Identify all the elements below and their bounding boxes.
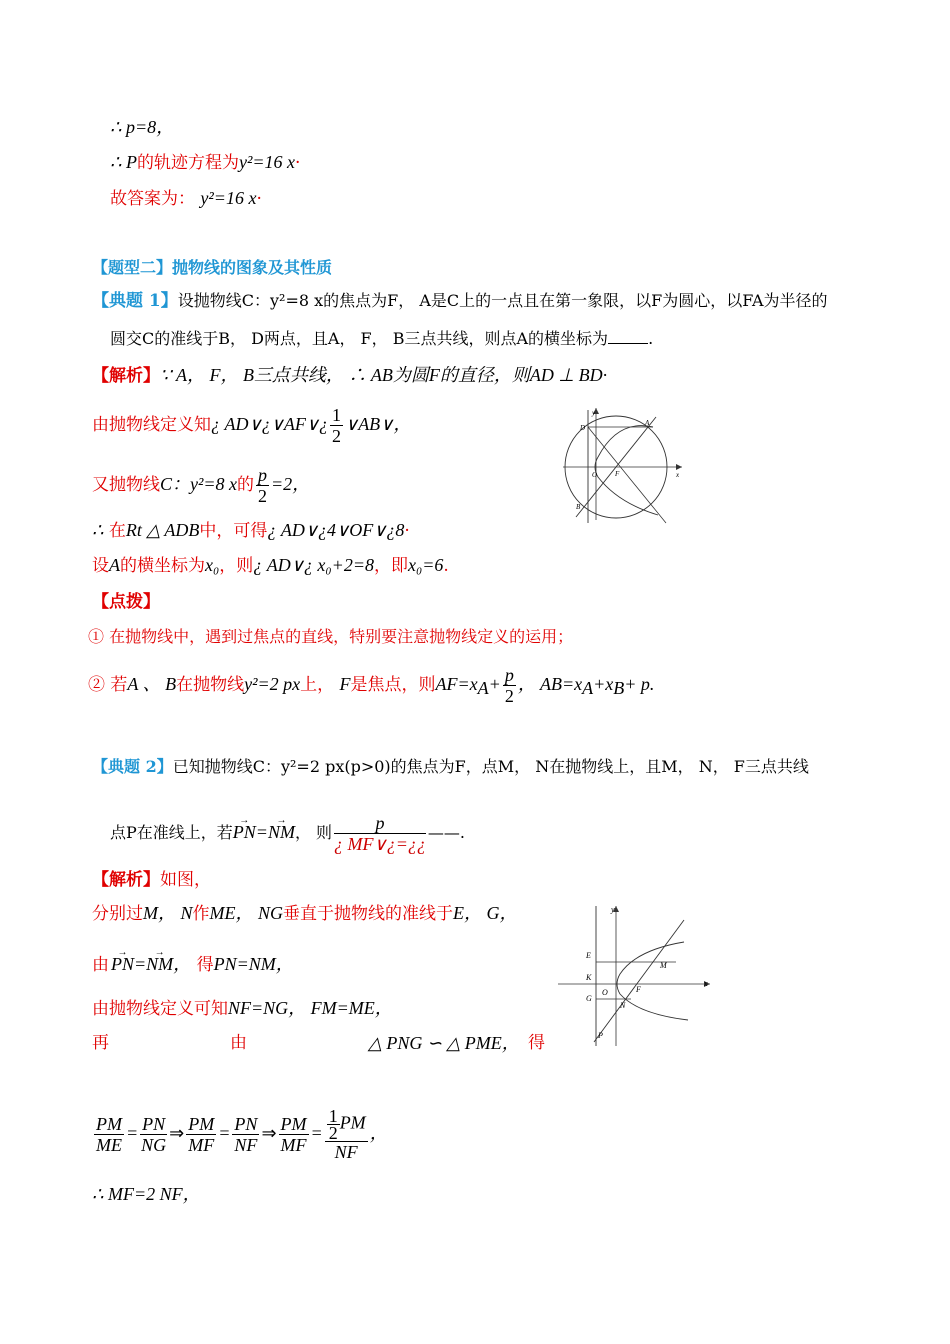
- pm: PM: [339, 1112, 366, 1133]
- example2-solution-line4: [92, 1032, 545, 1054]
- example1-solution-line5: [92, 554, 449, 577]
- solution-tag: 【解析】: [92, 366, 160, 386]
- section-title: 【题型二】抛物线的图象及其性质: [92, 258, 333, 277]
- example1-solution-line1: [92, 364, 607, 387]
- den: NF: [334, 1141, 358, 1162]
- ab-points: A 、 B: [127, 674, 177, 694]
- example2-solution-line3: [92, 997, 393, 1020]
- trajectory-label: 的轨迹方程为: [136, 153, 239, 173]
- dot: ·: [404, 521, 410, 541]
- abs-eq: ¿ AD∨¿∨AF∨¿: [211, 414, 329, 434]
- fig1-label-b: B: [576, 503, 581, 511]
- example2-solution-line2: 由→ PN=→ NM， 得PN=NM，: [92, 942, 294, 986]
- fig1-label-o: O: [592, 471, 598, 479]
- solution-s1: ∵ A， F， B三点共线， ∴ AB为圆F的直径，则AD ⊥ BD·: [160, 365, 608, 385]
- similar-triangles: △ PNG ∽ △ PME，: [368, 1033, 520, 1053]
- abscissa-label: 的横坐标为: [120, 556, 205, 576]
- frac-num: p: [258, 465, 268, 485]
- zai: 再: [92, 1033, 109, 1053]
- ruo: ② 若: [88, 675, 128, 695]
- zai: 在: [108, 521, 126, 541]
- fig2-label-x: x: [704, 979, 708, 988]
- ji: ，即: [373, 556, 408, 576]
- mn: M， N: [143, 903, 193, 923]
- de: 得: [528, 1033, 545, 1053]
- perp-text: 垂直于抛物线的准线于: [283, 904, 453, 924]
- on-parabola: 在抛物线: [176, 675, 245, 695]
- example2-question-line1: [92, 756, 809, 778]
- ratio-pm-mf: [186, 1114, 216, 1155]
- answer-eq: y²=16 x: [200, 188, 257, 208]
- frac-num: 1: [332, 405, 342, 425]
- ad-eq: ¿ AD∨¿4∨OF∨¿8: [267, 520, 405, 540]
- fig1-label-a: A: [645, 419, 650, 427]
- abs-tail: ∨AB∨，: [345, 414, 412, 434]
- vector-pn-2: → PN: [111, 942, 134, 986]
- def-label: 由抛物线定义可知: [92, 999, 228, 1019]
- example2-q1: 已知抛物线C：y²=2 px(p>0)的焦点为F，点M， N在抛物线上，且M， N， F三点共线: [172, 757, 809, 776]
- comma: ，: [369, 1123, 388, 1143]
- num: 1: [328, 1105, 338, 1126]
- me-ng: ME， NG: [209, 903, 283, 923]
- fig2-label-p: P: [598, 1031, 603, 1040]
- solution-tag: 【解析】: [92, 870, 160, 890]
- fig2-label-m: M: [660, 961, 667, 970]
- ratio-half-pm-nf: [325, 1105, 368, 1162]
- fig2-label-e: E: [586, 951, 591, 960]
- vector-pn: → PN: [233, 808, 256, 856]
- trajectory-eq: y²=16 x: [238, 152, 295, 172]
- tip-1: ① 在抛物线中，遇到过焦点的直线，特别要注意抛物线定义的运用；: [88, 627, 574, 646]
- is-focus: 是焦点，则: [350, 675, 436, 695]
- you: 由: [230, 1033, 247, 1053]
- nf-ng: NF=NG， FM=ME，: [228, 998, 393, 1018]
- therefore-p: ∴ P: [110, 152, 137, 172]
- example2-tag: 【典题 2】: [92, 757, 173, 776]
- fig1-label-x: x: [676, 471, 680, 479]
- a-var: A: [109, 555, 120, 575]
- de: 得: [196, 955, 214, 975]
- num: PN: [142, 1114, 166, 1135]
- tip-tag: 【点拨】: [92, 592, 160, 612]
- fig2-label-f: F: [636, 985, 641, 994]
- den: MF: [280, 1135, 307, 1156]
- half-fraction: [330, 405, 343, 446]
- example1-q1: 设抛物线C：y²=8 x的焦点为F， A是C上的一点且在第一象限，以F为圆心，以FA为半径的: [177, 291, 828, 310]
- ratio-pn-ng: [140, 1114, 167, 1155]
- period: .: [443, 556, 449, 576]
- blank-end: ——.: [427, 823, 465, 842]
- vector-nm-2: → NM: [146, 942, 173, 986]
- fig1-label-d: D: [580, 424, 586, 432]
- frac-den: 2: [258, 486, 268, 506]
- x0: x₀: [205, 555, 220, 575]
- ad-x0: ¿ AD∨¿ x₀+2=8: [253, 555, 374, 575]
- question-fraction: [334, 813, 426, 854]
- line-trajectory: [110, 151, 300, 174]
- pn-nm: PN=NM，: [213, 954, 294, 974]
- ze: ，则: [219, 556, 254, 576]
- example2-solution-head: [92, 869, 211, 891]
- zuo: 作: [192, 904, 210, 924]
- middle-text: 中，可得: [199, 521, 268, 541]
- ab-eq: ， AB=x: [517, 674, 583, 694]
- she: 设: [92, 556, 109, 576]
- p-half-fraction: [256, 465, 269, 506]
- example1-solution-line3: [92, 462, 310, 506]
- you: 由: [92, 955, 109, 975]
- final-line: ∴ MF=2 NF，: [92, 1184, 201, 1204]
- tip-2: ② 若A 、 B在抛物线y²=2 px上， F是焦点，则$AF=x_A+$ $\frac{p}{2}$ ， $AB=x_A+x_B+ p$.: [88, 665, 655, 706]
- fig2-label-n: N: [620, 1001, 626, 1010]
- den: ME: [96, 1135, 122, 1156]
- answer-label: 故答案为：: [110, 189, 195, 209]
- ratio-chain: $\frac{PM}{ME}$ = $\frac{PN}{NG}$ ⇒ $\frac{PM}{MF}$ = $\frac{PN}{NF}$ ⇒ $\frac{PM}{MF}$ = $\frac{1}{2}$ PM NF ，: [96, 1105, 388, 1162]
- fig1-label-y: y: [592, 409, 596, 417]
- num: PN: [234, 1114, 258, 1135]
- as-figure: 如图，: [160, 870, 211, 890]
- eq-two: =2，: [271, 474, 311, 494]
- ze: ， 则: [294, 823, 333, 842]
- fig2-label-y: y: [611, 905, 615, 914]
- dot: ·: [256, 189, 262, 209]
- frac-den: 2: [504, 686, 514, 706]
- parabola-label: 又抛物线: [92, 475, 160, 495]
- frac-den: ¿ MF∨¿=¿¿: [334, 834, 426, 854]
- num: PM: [280, 1114, 307, 1135]
- figure-circle-parabola: [558, 405, 688, 525]
- example1-tag: 【典题 1】: [92, 291, 178, 311]
- f-var: F: [339, 674, 351, 694]
- fig1-label-f: F: [615, 470, 620, 478]
- vector-nm: → NM: [268, 808, 295, 856]
- line-answer: [110, 187, 262, 210]
- den: 2: [328, 1122, 338, 1143]
- def-label: 由抛物线定义知: [92, 415, 211, 435]
- line-p-equals-8: ∴ p=8，: [110, 117, 175, 137]
- plus-p: + p.: [624, 674, 655, 694]
- answer-blank: [608, 329, 648, 344]
- parabola-2px: y²=2 px: [244, 674, 301, 694]
- af-eq: AF=x: [435, 674, 478, 694]
- num: PM: [188, 1114, 215, 1135]
- example2-solution-line1: [92, 902, 518, 925]
- fig2-label-k: K: [586, 973, 592, 982]
- therefore: ∴: [92, 520, 104, 540]
- den: NF: [234, 1135, 258, 1156]
- fig2-label-o: O: [602, 988, 608, 997]
- dot: ·: [294, 153, 301, 173]
- den: MF: [188, 1135, 215, 1156]
- shang: 上，: [300, 675, 335, 695]
- ratio-pn-nf: [232, 1114, 259, 1155]
- de-char: 的: [237, 475, 255, 495]
- example2-question-line2: [110, 808, 465, 856]
- eg: E， G，: [453, 903, 518, 923]
- frac-den: 2: [332, 426, 342, 446]
- x0-six: x₀=6: [407, 555, 444, 575]
- frac-num: p: [334, 813, 426, 834]
- point-p-on-directrix: 点P在准线上，若: [110, 823, 233, 842]
- frac-num: p: [504, 665, 514, 685]
- fig2-label-g: G: [586, 994, 592, 1003]
- parabola-eq: C：y²=8 x: [160, 474, 238, 494]
- equals: =: [255, 822, 268, 842]
- period: .: [648, 329, 654, 348]
- fenbie: 分别过: [92, 904, 143, 924]
- tip-p-half: [503, 665, 516, 706]
- num: PM: [96, 1114, 122, 1135]
- triangle: Rt △ ADB: [125, 520, 200, 540]
- example1-question-line1: [92, 290, 828, 312]
- example1-question-line2: [110, 328, 653, 350]
- example1-solution-line2: [92, 402, 411, 446]
- ratio-pm-mf-2: [279, 1114, 309, 1155]
- example1-q2: 圆交C的准线于B， D两点，且A， F， B三点共线，则点A的横坐标为: [110, 329, 609, 348]
- figure-parabola-focus-chord: [556, 900, 716, 1050]
- den: NG: [141, 1135, 167, 1156]
- example1-solution-line4: [92, 519, 410, 542]
- ratio-pm-me: [94, 1114, 124, 1155]
